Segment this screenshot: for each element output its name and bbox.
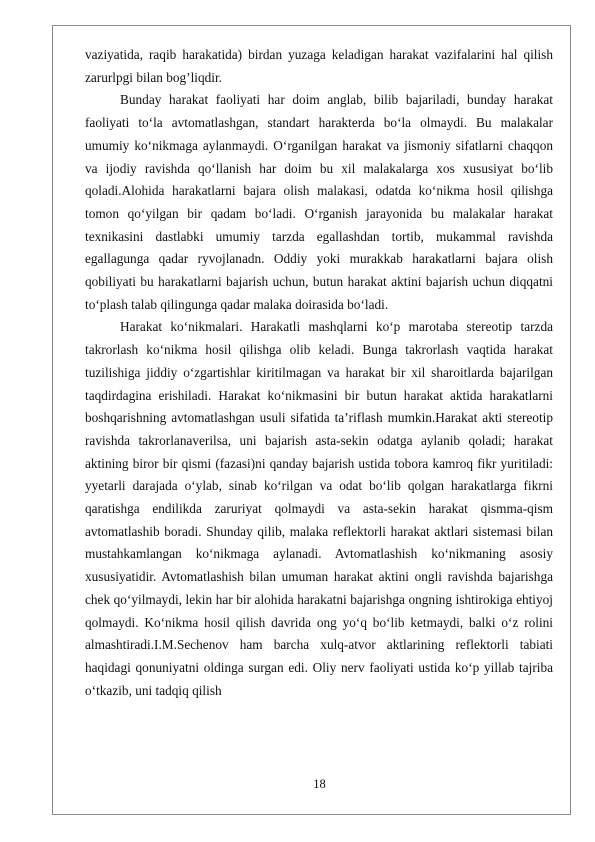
paragraph-bunday-harakat: Bunday harakat faoliyati har doim anglab, bilib bajariladi, bunday harakat faoliyati to‘la avtomatlashgan, standart harakterda bo‘la olmaydi. Bu malakalar umumiy ko‘nikmaga aylanmaydi. O‘rganilgan harakat va jismoniy sifatlarni chaqqon va ijodiy ravishda qo‘llanish har doim bu xil malakalarga xos xususiyat bo‘lib qoladi.Alohida harakatlarni bajara olish malakasi, odatda ko‘nikma hosil qilishga tomon qo‘yilgan bir qadam bo‘ladi. O‘rganish jarayonida bu malakalar harakat texnikasini dastlabki umumiy tarzda egallashdan tortib, mukammal ravishda egallagunga qadar ryvojlanadn. Oddiy yoki murakkab harakatlarni bajara olish qobiliyati bu harakatlarni bajarish uchun, butun harakat aktini bajarish uchun diqqatni to‘plash talab qilingunga qadar malaka doirasida bo‘ladi.: [85, 92, 553, 312]
page-body: [85, 44, 553, 702]
paragraph-harakat-konikmalari: Harakat ko‘nikmalari. Harakatli mashqlarni ko‘p marotaba stereotip tarzda takrorlash ko‘nikma hosil qilishga olib keladi. Bunga takrorlash vaqtida harakat tuzilishiga jiddiy o‘zgartishlar kiritilmagan va harakat bir xil sharoitlarda bajarilgan taqdirdagina erishiladi. Harakat ko‘nikmasini bir butun harakat aktida harakatlarni boshqarishning avtomatlashgan usuli sifatida ta’riflash mumkin.Harakat akti stereotip ravishda takrorlanaverilsa, uni bajarish asta-sekin odatga aylanib qoladi; harakat aktining biror bir qismi (fazasi)ni qanday bajarish ustida tobora kamroq fikr yuritiladi: yyetarli darajada o‘ylab, sinab ko‘rilgan va odat bo‘lib qolgan harakatlarga fikrni qaratishga endilikda zaruriyat qolmaydi va asta-sekin harakat qismma-qism avtomatlashib boradi. Shunday qilib, malaka reflektorli harakat aktlari sistemasi bilan mustahkamlangan ko‘nikmaga aylanadi. Avtomatlashish ko‘nikmaning asosiy xususiyatidir. Avtomatlashish bilan umuman harakat aktini ongli ravishda bajarishga chek qo‘yilmaydi, lekin har bir alohida harakatni bajarishga ongning ishtirokiga ehtiyoj qolmaydi. Ko‘nikma hosil qilish davrida ong yo‘q bo‘lib ketmaydi, balki o‘z rolini almashtiradi.I.M.Sechenov ham barcha xulq-atvor aktlarining reflektorli tabiati haqidagi qonuniyatni oldinga surgan edi. Oliy nerv faoliyati ustida ko‘p yillab tajriba o‘tkazib, uni tadqiq qilish: [85, 319, 553, 698]
paragraph-continuation: vaziyatida, raqib harakatida) birdan yuzaga keladigan harakat vazifalarini hal qilish zarurlpgi bilan bog’liqdir.: [85, 47, 553, 85]
page-number: 18: [313, 777, 326, 791]
